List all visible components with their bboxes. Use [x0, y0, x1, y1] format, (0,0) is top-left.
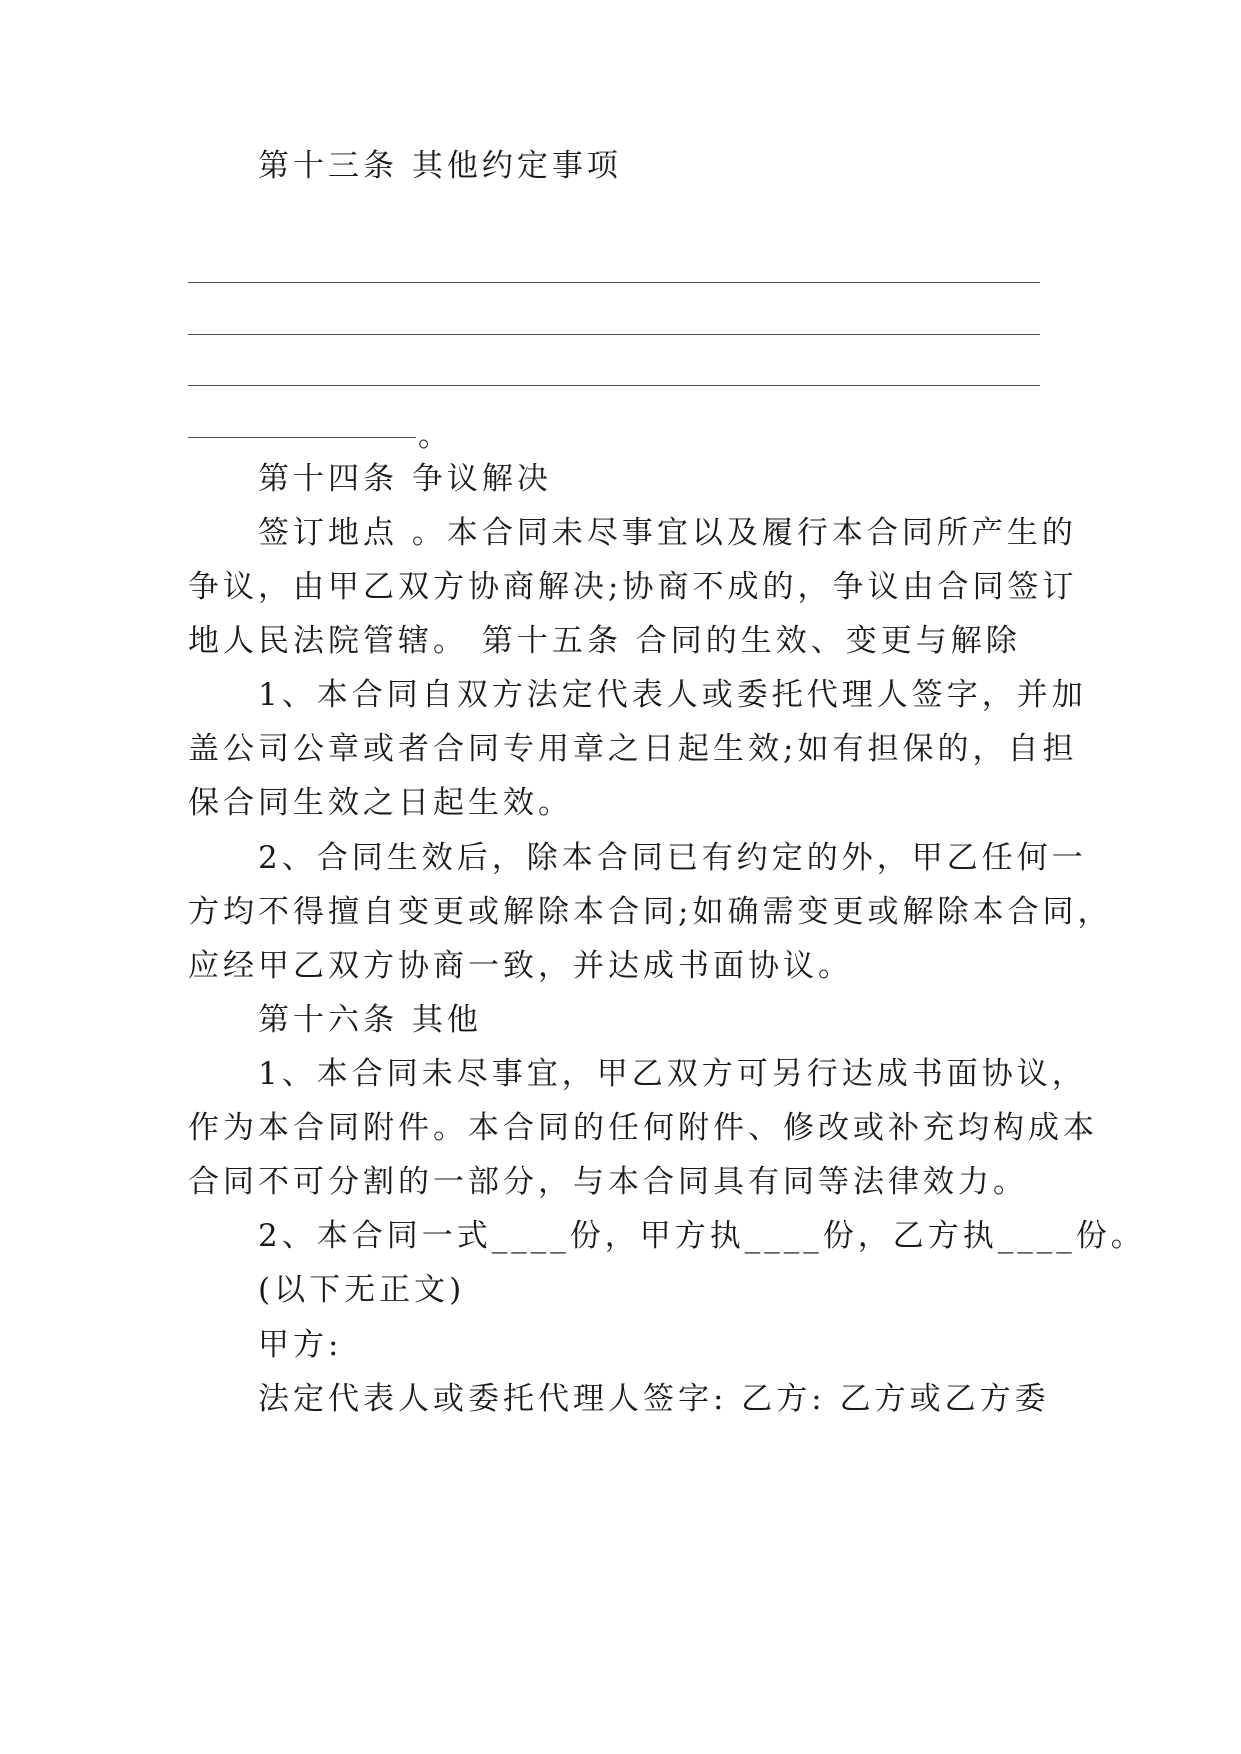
party-a-label: 甲方: [258, 1327, 343, 1363]
paragraph-line: 1、本合同未尽事宜，甲乙双方可另行达成书面协议， [258, 1056, 1087, 1092]
fill-in-blank-line [188, 437, 416, 438]
paragraph-line: 盖公司公章或者合同专用章之日起生效;如有担保的，自担 [188, 731, 1078, 767]
fill-in-blank-line [188, 385, 1040, 386]
paragraph-line: 地人民法院管辖。 第十五条 合同的生效、变更与解除 [188, 623, 1021, 659]
paragraph-line: 方均不得擅自变更或解除本合同;如确需变更或解除本合同， [188, 894, 1113, 930]
paragraph-line: 保合同生效之日起生效。 [188, 785, 573, 821]
paragraph-line: 作为本合同附件。本合同的任何附件、修改或补充均构成本 [188, 1110, 1098, 1146]
fill-in-blank-line [188, 334, 1040, 335]
paragraph-line: 1、本合同自双方法定代表人或委托代理人签字，并加 [258, 677, 1087, 713]
paragraph-line: 签订地点 。本合同未尽事宜以及履行本合同所产生的 [258, 515, 1077, 551]
copies-clause: 2、本合同一式____份，甲方执____份，乙方执____份。 [258, 1218, 1146, 1254]
paragraph-line: 应经甲乙双方协商一致，并达成书面协议。 [188, 948, 853, 984]
signature-line: 法定代表人或委托代理人签字: 乙方: 乙方或乙方委 [258, 1381, 1050, 1417]
article-14-title: 第十四条 争议解决 [258, 461, 552, 497]
paragraph-line: 合同不可分割的一部分，与本合同具有同等法律效力。 [188, 1164, 1028, 1200]
paragraph-line: 争议，由甲乙双方协商解决;协商不成的，争议由合同签订 [188, 569, 1078, 605]
paragraph-line: 2、合同生效后，除本合同已有约定的外，甲乙任何一 [258, 840, 1087, 876]
fill-in-blank-line [188, 282, 1040, 283]
article-13-period: 。 [418, 418, 453, 454]
article-13-title: 第十三条 其他约定事项 [258, 148, 622, 184]
article-16-title: 第十六条 其他 [258, 1002, 482, 1038]
no-text-below-note: (以下无正文) [258, 1272, 466, 1308]
